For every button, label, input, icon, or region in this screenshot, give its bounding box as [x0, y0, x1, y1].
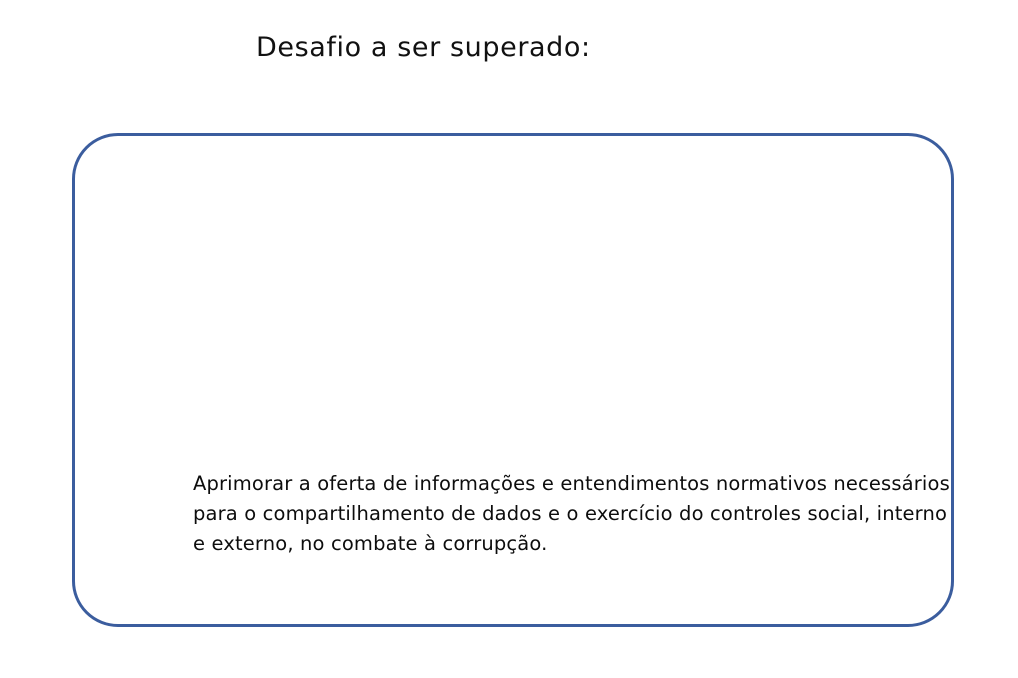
- content-box: [72, 133, 954, 627]
- body-paragraph: Aprimorar a oferta de informações e entendimentos normativos necessários para o compartilhamento de dados e o exercício do controles social, interno e externo, no combate à corrupção.: [193, 472, 950, 555]
- page-title: Desafio a ser superado:: [256, 32, 591, 63]
- body-text-block: [193, 469, 953, 559]
